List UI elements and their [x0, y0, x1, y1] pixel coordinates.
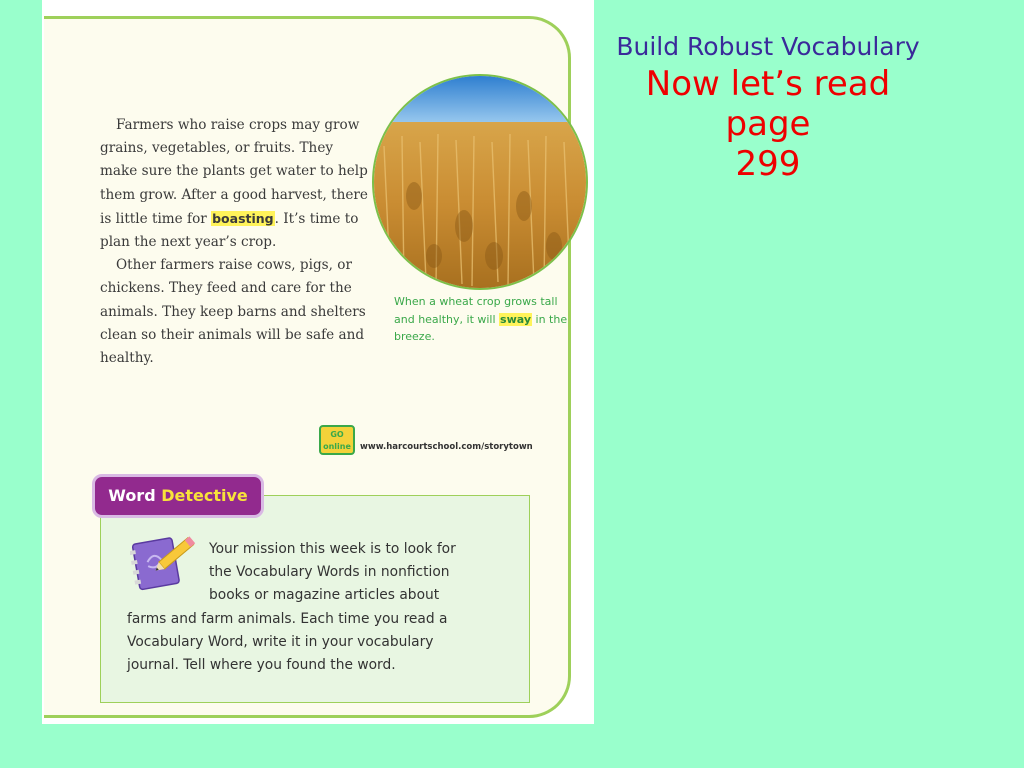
vocab-word-boasting: boasting	[212, 210, 274, 226]
word-detective-label	[92, 474, 264, 518]
slide-title	[598, 30, 938, 184]
wheat-field-image	[374, 76, 586, 288]
caption-start: When a wheat crop grows tall and healthy, it will	[394, 295, 558, 326]
go-online-line2: online	[323, 442, 351, 451]
word-detective-label-word: Word	[108, 486, 156, 505]
word-detective-line-5: Vocabulary Word, write it in your vocabulary	[127, 633, 434, 650]
go-online-icon	[319, 425, 355, 455]
word-detective-line-3: books or magazine articles about	[209, 587, 440, 604]
website-url: www.harcourtschool.com/storytown	[360, 442, 533, 452]
go-online-line1: GO	[330, 430, 344, 439]
word-detective-line-4: farms and farm animals. Each time you read a	[127, 610, 448, 627]
word-detective-line-1: Your mission this week is to look for	[209, 541, 456, 557]
slide-heading-line2: 299	[735, 144, 801, 184]
body-text	[100, 114, 368, 370]
wheat-field-photo	[372, 74, 588, 290]
paragraph-1-start: Farmers who raise crops may grow grains, vegetables, or fruits. They make sure the plants get water to help them grow. After a good harvest, there is little time for	[100, 117, 368, 227]
photo-caption	[394, 293, 569, 346]
paragraph-1-end: . It’s time to plan the next year’s crop.	[100, 210, 359, 251]
word-detective-label-detective: Detective	[161, 486, 248, 505]
vocab-word-sway: sway	[500, 312, 532, 326]
word-detective-line-2: the Vocabulary Words in nonfiction	[209, 564, 450, 581]
word-detective-line-6: journal. Tell where you found the word.	[127, 657, 396, 674]
slide-subtitle: Build Robust Vocabulary	[616, 32, 920, 61]
paragraph-1	[100, 114, 368, 254]
word-detective-text	[127, 538, 517, 677]
paragraph-2: Other farmers raise cows, pigs, or chickens. They feed and care for the animals. They keep barns and shelters clean so their animals will be safe and healthy.	[100, 257, 366, 367]
textbook-page-image	[42, 0, 594, 724]
caption-end: in the breeze.	[394, 312, 568, 343]
slide-heading-line1: Now let’s read page	[645, 64, 891, 144]
